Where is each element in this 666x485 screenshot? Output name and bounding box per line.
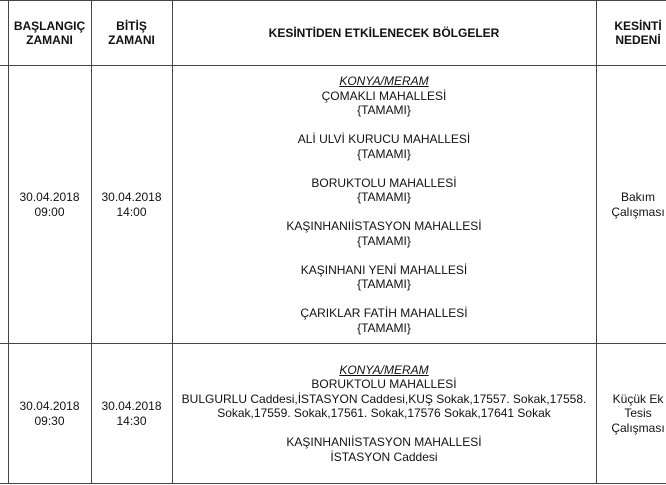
start-time-cell — [8, 344, 91, 484]
region-detail: İSTASYON Caddesi — [330, 449, 438, 464]
region-name: ALİ ULVİ KURUCU MAHALLESİ — [297, 132, 471, 146]
region-city: KONYA/MERAM — [339, 74, 429, 88]
start-time: 09:30 — [34, 413, 65, 428]
region-name: KAŞINHANIİSTASYON MAHALLESİ — [286, 219, 482, 233]
region-detail: {TAMAMI} — [357, 277, 411, 291]
end-time-cell — [91, 66, 172, 344]
region-block — [177, 263, 592, 292]
region-name: BORUKTOLU MAHALLESİ — [311, 175, 457, 190]
region-detail: {TAMAMI} — [357, 103, 411, 117]
regions-cell — [172, 344, 596, 484]
region-block — [177, 306, 592, 335]
table-row — [0, 344, 666, 484]
region-name: ÇARIKLAR FATİH MAHALLESİ — [300, 306, 468, 320]
end-date: 30.04.2018 — [101, 190, 162, 204]
row-stub-cell — [0, 66, 8, 344]
header-row — [0, 1, 666, 66]
end-time: 14:30 — [116, 413, 147, 428]
row-stub-cell — [0, 344, 8, 484]
region-detail: BULGURLU Caddesi,İSTASYON Caddesi,KUŞ Sokak,17557. Sokak,17558. Sokak,17559. Sokak,17561. Sokak,17576 Sokak,17641 Sokak — [181, 391, 587, 421]
header-reason: KESİNTİ NEDENİ — [596, 1, 666, 66]
region-city: KONYA/MERAM — [339, 362, 429, 377]
region-detail: {TAMAMI} — [357, 320, 411, 335]
region-block — [177, 132, 592, 161]
start-date: 30.04.2018 — [19, 399, 80, 413]
reason-cell: Küçük Ek Tesis Çalışması — [596, 344, 666, 484]
region-block — [177, 219, 592, 248]
end-time-cell — [91, 344, 172, 484]
region-detail: {TAMAMI} — [357, 233, 411, 248]
start-date: 30.04.2018 — [19, 190, 80, 204]
reason-cell: Bakım Çalışması — [596, 66, 666, 344]
end-date: 30.04.2018 — [101, 399, 162, 413]
region-block — [177, 176, 592, 205]
start-time: 09:00 — [34, 204, 65, 219]
region-name: KAŞINHANIİSTASYON MAHALLESİ — [286, 435, 482, 450]
header-end-time: BİTİŞ ZAMANI — [91, 1, 172, 66]
region-block — [177, 89, 592, 118]
end-time: 14:00 — [116, 204, 147, 219]
region-name: KAŞINHANI YENİ MAHALLESİ — [300, 262, 468, 277]
header-regions: KESİNTİDEN ETKİLENECEK BÖLGELER — [172, 1, 596, 66]
table-row — [0, 66, 666, 344]
regions-cell — [172, 66, 596, 344]
region-detail: {TAMAMI} — [357, 190, 411, 204]
header-stub-cell — [0, 1, 8, 66]
region-name: ÇOMAKLI MAHALLESİ — [321, 88, 447, 103]
region-block — [177, 435, 592, 464]
region-block — [177, 377, 592, 421]
region-detail: {TAMAMI} — [357, 146, 411, 161]
region-name: BORUKTOLU MAHALLESİ — [311, 377, 457, 392]
start-time-cell — [8, 66, 91, 344]
header-start-time: BAŞLANGIÇ ZAMANI — [8, 1, 91, 66]
